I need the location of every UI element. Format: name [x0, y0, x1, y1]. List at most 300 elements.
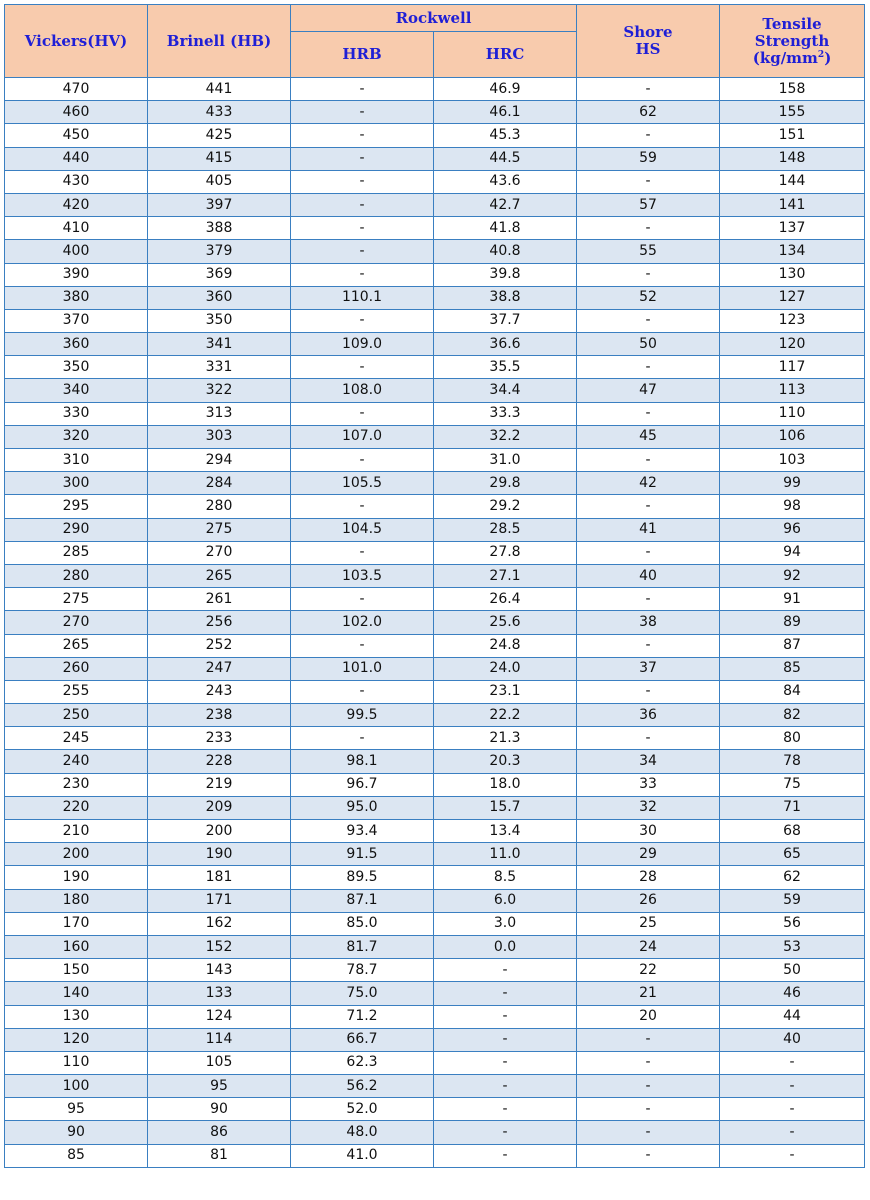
cell-brinell: 200: [148, 820, 291, 843]
header-hrc: HRC: [434, 32, 577, 78]
cell-shore: 30: [577, 820, 720, 843]
cell-shore: -: [577, 78, 720, 101]
cell-hrc: -: [434, 1075, 577, 1098]
table-row: [5, 588, 865, 611]
cell-hrb: 52.0: [291, 1098, 434, 1121]
cell-brinell: 133: [148, 982, 291, 1005]
cell-brinell: 162: [148, 912, 291, 935]
cell-brinell: 86: [148, 1121, 291, 1144]
cell-vickers: 310: [5, 449, 148, 472]
cell-shore: 62: [577, 101, 720, 124]
cell-tensile: 134: [720, 240, 865, 263]
cell-hrc: 43.6: [434, 170, 577, 193]
cell-vickers: 200: [5, 843, 148, 866]
table-row: [5, 727, 865, 750]
table-row: [5, 333, 865, 356]
cell-hrc: 35.5: [434, 356, 577, 379]
cell-hrb: -: [291, 727, 434, 750]
cell-hrc: 11.0: [434, 843, 577, 866]
cell-hrc: -: [434, 1098, 577, 1121]
table-row: [5, 1098, 865, 1121]
cell-vickers: 450: [5, 124, 148, 147]
cell-brinell: 331: [148, 356, 291, 379]
cell-hrc: 46.1: [434, 101, 577, 124]
cell-shore: 29: [577, 843, 720, 866]
cell-brinell: 388: [148, 217, 291, 240]
cell-hrb: 91.5: [291, 843, 434, 866]
cell-shore: 47: [577, 379, 720, 402]
cell-brinell: 280: [148, 495, 291, 518]
table-row: [5, 680, 865, 703]
cell-hrb: -: [291, 101, 434, 124]
cell-vickers: 180: [5, 889, 148, 912]
cell-shore: -: [577, 680, 720, 703]
cell-tensile: 110: [720, 402, 865, 425]
cell-hrc: 40.8: [434, 240, 577, 263]
cell-tensile: 53: [720, 935, 865, 958]
cell-hrc: 39.8: [434, 263, 577, 286]
cell-hrc: 27.8: [434, 541, 577, 564]
cell-brinell: 209: [148, 796, 291, 819]
cell-brinell: 190: [148, 843, 291, 866]
cell-tensile: -: [720, 1144, 865, 1167]
cell-brinell: 350: [148, 309, 291, 332]
cell-brinell: 405: [148, 170, 291, 193]
cell-brinell: 152: [148, 935, 291, 958]
table-row: [5, 472, 865, 495]
cell-shore: 37: [577, 657, 720, 680]
table-row: [5, 147, 865, 170]
cell-vickers: 220: [5, 796, 148, 819]
cell-tensile: 148: [720, 147, 865, 170]
table-row: [5, 518, 865, 541]
cell-hrb: -: [291, 356, 434, 379]
cell-hrb: -: [291, 402, 434, 425]
table-row: [5, 263, 865, 286]
header-shore: [577, 5, 720, 78]
cell-shore: 55: [577, 240, 720, 263]
table-row: [5, 193, 865, 216]
cell-brinell: 181: [148, 866, 291, 889]
cell-hrc: 18.0: [434, 773, 577, 796]
cell-tensile: 94: [720, 541, 865, 564]
table-row: [5, 657, 865, 680]
cell-hrb: -: [291, 240, 434, 263]
table-row: [5, 889, 865, 912]
cell-vickers: 350: [5, 356, 148, 379]
cell-shore: 22: [577, 959, 720, 982]
cell-hrb: -: [291, 541, 434, 564]
cell-tensile: 155: [720, 101, 865, 124]
cell-vickers: 320: [5, 425, 148, 448]
cell-hrb: 98.1: [291, 750, 434, 773]
cell-shore: -: [577, 1075, 720, 1098]
cell-hrc: 44.5: [434, 147, 577, 170]
cell-vickers: 95: [5, 1098, 148, 1121]
cell-hrc: 46.9: [434, 78, 577, 101]
cell-brinell: 303: [148, 425, 291, 448]
cell-vickers: 440: [5, 147, 148, 170]
cell-brinell: 425: [148, 124, 291, 147]
cell-hrb: -: [291, 634, 434, 657]
header-tensile-unit-pre: (kg/mm: [752, 48, 818, 67]
cell-hrc: 15.7: [434, 796, 577, 819]
cell-tensile: 78: [720, 750, 865, 773]
cell-hrc: 3.0: [434, 912, 577, 935]
cell-vickers: 255: [5, 680, 148, 703]
cell-brinell: 247: [148, 657, 291, 680]
cell-hrb: 105.5: [291, 472, 434, 495]
cell-hrc: 34.4: [434, 379, 577, 402]
table-row: [5, 356, 865, 379]
table-row: [5, 78, 865, 101]
table-row: [5, 750, 865, 773]
cell-hrb: -: [291, 78, 434, 101]
cell-shore: -: [577, 1144, 720, 1167]
cell-hrc: 45.3: [434, 124, 577, 147]
cell-tensile: 137: [720, 217, 865, 240]
cell-vickers: 270: [5, 611, 148, 634]
table-row: [5, 495, 865, 518]
cell-brinell: 238: [148, 704, 291, 727]
table-row: [5, 217, 865, 240]
cell-hrb: -: [291, 495, 434, 518]
cell-shore: -: [577, 1098, 720, 1121]
cell-tensile: 151: [720, 124, 865, 147]
cell-vickers: 370: [5, 309, 148, 332]
cell-hrc: 21.3: [434, 727, 577, 750]
cell-vickers: 210: [5, 820, 148, 843]
cell-vickers: 85: [5, 1144, 148, 1167]
cell-hrb: 110.1: [291, 286, 434, 309]
cell-hrc: 36.6: [434, 333, 577, 356]
cell-tensile: 141: [720, 193, 865, 216]
cell-brinell: 360: [148, 286, 291, 309]
table-row: [5, 704, 865, 727]
table-row: [5, 541, 865, 564]
cell-brinell: 322: [148, 379, 291, 402]
cell-vickers: 260: [5, 657, 148, 680]
cell-hrc: -: [434, 1005, 577, 1028]
cell-vickers: 460: [5, 101, 148, 124]
cell-brinell: 433: [148, 101, 291, 124]
table-row: [5, 843, 865, 866]
cell-tensile: 62: [720, 866, 865, 889]
cell-vickers: 240: [5, 750, 148, 773]
cell-vickers: 275: [5, 588, 148, 611]
table-row: [5, 170, 865, 193]
cell-hrb: 107.0: [291, 425, 434, 448]
cell-hrc: 24.0: [434, 657, 577, 680]
cell-tensile: 158: [720, 78, 865, 101]
cell-brinell: 252: [148, 634, 291, 657]
cell-tensile: -: [720, 1098, 865, 1121]
cell-shore: 38: [577, 611, 720, 634]
cell-brinell: 441: [148, 78, 291, 101]
cell-tensile: 106: [720, 425, 865, 448]
table-row: [5, 124, 865, 147]
cell-vickers: 420: [5, 193, 148, 216]
cell-shore: 34: [577, 750, 720, 773]
cell-hrb: 78.7: [291, 959, 434, 982]
cell-shore: 33: [577, 773, 720, 796]
cell-tensile: 82: [720, 704, 865, 727]
cell-shore: 42: [577, 472, 720, 495]
cell-hrc: 22.2: [434, 704, 577, 727]
cell-hrc: 20.3: [434, 750, 577, 773]
table-row: [5, 1144, 865, 1167]
cell-hrb: -: [291, 449, 434, 472]
cell-hrc: 28.5: [434, 518, 577, 541]
cell-brinell: 261: [148, 588, 291, 611]
cell-hrb: 75.0: [291, 982, 434, 1005]
cell-hrc: -: [434, 959, 577, 982]
cell-shore: -: [577, 124, 720, 147]
table-row: [5, 773, 865, 796]
cell-hrc: 37.7: [434, 309, 577, 332]
cell-brinell: 270: [148, 541, 291, 564]
cell-brinell: 379: [148, 240, 291, 263]
cell-tensile: 59: [720, 889, 865, 912]
table-row: [5, 425, 865, 448]
cell-vickers: 400: [5, 240, 148, 263]
cell-hrb: 56.2: [291, 1075, 434, 1098]
cell-brinell: 243: [148, 680, 291, 703]
cell-brinell: 143: [148, 959, 291, 982]
cell-hrc: 33.3: [434, 402, 577, 425]
cell-tensile: 50: [720, 959, 865, 982]
cell-brinell: 171: [148, 889, 291, 912]
cell-hrb: 71.2: [291, 1005, 434, 1028]
header-hrb: HRB: [291, 32, 434, 78]
cell-vickers: 295: [5, 495, 148, 518]
cell-hrb: 109.0: [291, 333, 434, 356]
cell-tensile: 89: [720, 611, 865, 634]
cell-hrb: 81.7: [291, 935, 434, 958]
cell-tensile: 40: [720, 1028, 865, 1051]
cell-shore: -: [577, 1051, 720, 1074]
cell-hrc: -: [434, 982, 577, 1005]
cell-brinell: 275: [148, 518, 291, 541]
cell-brinell: 228: [148, 750, 291, 773]
cell-hrb: -: [291, 263, 434, 286]
header-tensile-strength: [720, 5, 865, 78]
header-tensile-unit-sup: 2: [817, 49, 825, 60]
cell-vickers: 410: [5, 217, 148, 240]
cell-shore: 36: [577, 704, 720, 727]
table-row: [5, 402, 865, 425]
cell-hrb: -: [291, 147, 434, 170]
cell-brinell: 397: [148, 193, 291, 216]
cell-hrc: 32.2: [434, 425, 577, 448]
cell-brinell: 81: [148, 1144, 291, 1167]
table-row: [5, 1028, 865, 1051]
cell-vickers: 330: [5, 402, 148, 425]
cell-hrb: 48.0: [291, 1121, 434, 1144]
cell-shore: 50: [577, 333, 720, 356]
cell-hrc: 29.2: [434, 495, 577, 518]
cell-tensile: -: [720, 1075, 865, 1098]
cell-shore: 52: [577, 286, 720, 309]
cell-shore: -: [577, 541, 720, 564]
cell-hrc: 27.1: [434, 564, 577, 587]
hardness-conversion-table: [4, 4, 865, 1168]
header-shore-line1: Shore: [623, 23, 673, 41]
cell-vickers: 140: [5, 982, 148, 1005]
cell-shore: -: [577, 356, 720, 379]
cell-hrc: 29.8: [434, 472, 577, 495]
cell-brinell: 313: [148, 402, 291, 425]
cell-brinell: 256: [148, 611, 291, 634]
cell-shore: 21: [577, 982, 720, 1005]
cell-brinell: 233: [148, 727, 291, 750]
table-row: [5, 379, 865, 402]
cell-vickers: 120: [5, 1028, 148, 1051]
cell-hrc: 23.1: [434, 680, 577, 703]
table-body: [5, 78, 865, 1168]
cell-shore: -: [577, 309, 720, 332]
cell-vickers: 230: [5, 773, 148, 796]
cell-hrb: 103.5: [291, 564, 434, 587]
cell-vickers: 280: [5, 564, 148, 587]
cell-hrb: 66.7: [291, 1028, 434, 1051]
table-row: [5, 449, 865, 472]
table-header: [5, 5, 865, 78]
cell-hrb: 87.1: [291, 889, 434, 912]
cell-shore: 45: [577, 425, 720, 448]
cell-shore: 57: [577, 193, 720, 216]
cell-shore: 40: [577, 564, 720, 587]
cell-hrc: 41.8: [434, 217, 577, 240]
cell-vickers: 380: [5, 286, 148, 309]
table-row: [5, 866, 865, 889]
table-row: [5, 1121, 865, 1144]
cell-shore: -: [577, 1121, 720, 1144]
cell-vickers: 160: [5, 935, 148, 958]
cell-hrb: -: [291, 217, 434, 240]
cell-vickers: 130: [5, 1005, 148, 1028]
header-tensile-unit-post: ): [824, 48, 832, 67]
cell-tensile: 113: [720, 379, 865, 402]
cell-hrc: -: [434, 1028, 577, 1051]
table-row: [5, 982, 865, 1005]
cell-hrb: -: [291, 124, 434, 147]
header-brinell: Brinell (HB): [148, 5, 291, 78]
cell-hrb: -: [291, 588, 434, 611]
cell-vickers: 265: [5, 634, 148, 657]
cell-hrc: 31.0: [434, 449, 577, 472]
header-shore-line2: HS: [635, 40, 661, 58]
cell-tensile: 123: [720, 309, 865, 332]
cell-hrc: 24.8: [434, 634, 577, 657]
table-row: [5, 564, 865, 587]
cell-brinell: 124: [148, 1005, 291, 1028]
cell-shore: 25: [577, 912, 720, 935]
cell-tensile: 44: [720, 1005, 865, 1028]
cell-brinell: 114: [148, 1028, 291, 1051]
table-row: [5, 959, 865, 982]
cell-shore: 28: [577, 866, 720, 889]
cell-hrb: -: [291, 680, 434, 703]
cell-hrc: -: [434, 1051, 577, 1074]
cell-shore: -: [577, 634, 720, 657]
cell-tensile: 68: [720, 820, 865, 843]
cell-shore: -: [577, 1028, 720, 1051]
table-row: [5, 912, 865, 935]
cell-tensile: 46: [720, 982, 865, 1005]
cell-brinell: 341: [148, 333, 291, 356]
table-row: [5, 286, 865, 309]
header-vickers: Vickers(HV): [5, 5, 148, 78]
cell-hrb: 62.3: [291, 1051, 434, 1074]
hardness-table-container: [4, 4, 864, 1168]
cell-hrb: 85.0: [291, 912, 434, 935]
cell-vickers: 430: [5, 170, 148, 193]
cell-vickers: 170: [5, 912, 148, 935]
cell-shore: 26: [577, 889, 720, 912]
cell-hrb: 101.0: [291, 657, 434, 680]
cell-tensile: 99: [720, 472, 865, 495]
cell-hrb: 108.0: [291, 379, 434, 402]
cell-tensile: 120: [720, 333, 865, 356]
cell-hrc: 26.4: [434, 588, 577, 611]
table-row: [5, 796, 865, 819]
table-row: [5, 101, 865, 124]
cell-shore: -: [577, 588, 720, 611]
cell-shore: 59: [577, 147, 720, 170]
cell-shore: 24: [577, 935, 720, 958]
cell-brinell: 219: [148, 773, 291, 796]
cell-hrb: 89.5: [291, 866, 434, 889]
cell-hrc: 25.6: [434, 611, 577, 634]
cell-tensile: 98: [720, 495, 865, 518]
cell-hrb: 96.7: [291, 773, 434, 796]
cell-tensile: 92: [720, 564, 865, 587]
table-row: [5, 935, 865, 958]
cell-shore: -: [577, 402, 720, 425]
cell-tensile: 85: [720, 657, 865, 680]
cell-hrc: -: [434, 1144, 577, 1167]
cell-vickers: 290: [5, 518, 148, 541]
cell-vickers: 245: [5, 727, 148, 750]
header-tensile-unit: [753, 49, 832, 67]
cell-tensile: 117: [720, 356, 865, 379]
cell-vickers: 190: [5, 866, 148, 889]
table-row: [5, 1005, 865, 1028]
header-tensile-line2: Strength: [754, 31, 830, 50]
cell-hrb: 99.5: [291, 704, 434, 727]
cell-brinell: 90: [148, 1098, 291, 1121]
cell-vickers: 360: [5, 333, 148, 356]
cell-vickers: 110: [5, 1051, 148, 1074]
cell-shore: -: [577, 263, 720, 286]
cell-shore: 41: [577, 518, 720, 541]
cell-vickers: 250: [5, 704, 148, 727]
cell-hrc: 0.0: [434, 935, 577, 958]
cell-brinell: 265: [148, 564, 291, 587]
cell-tensile: 56: [720, 912, 865, 935]
cell-shore: 32: [577, 796, 720, 819]
cell-hrb: -: [291, 309, 434, 332]
cell-vickers: 150: [5, 959, 148, 982]
cell-hrb: -: [291, 193, 434, 216]
cell-hrc: 38.8: [434, 286, 577, 309]
cell-vickers: 470: [5, 78, 148, 101]
cell-tensile: -: [720, 1121, 865, 1144]
cell-tensile: 103: [720, 449, 865, 472]
cell-shore: 20: [577, 1005, 720, 1028]
table-row: [5, 240, 865, 263]
